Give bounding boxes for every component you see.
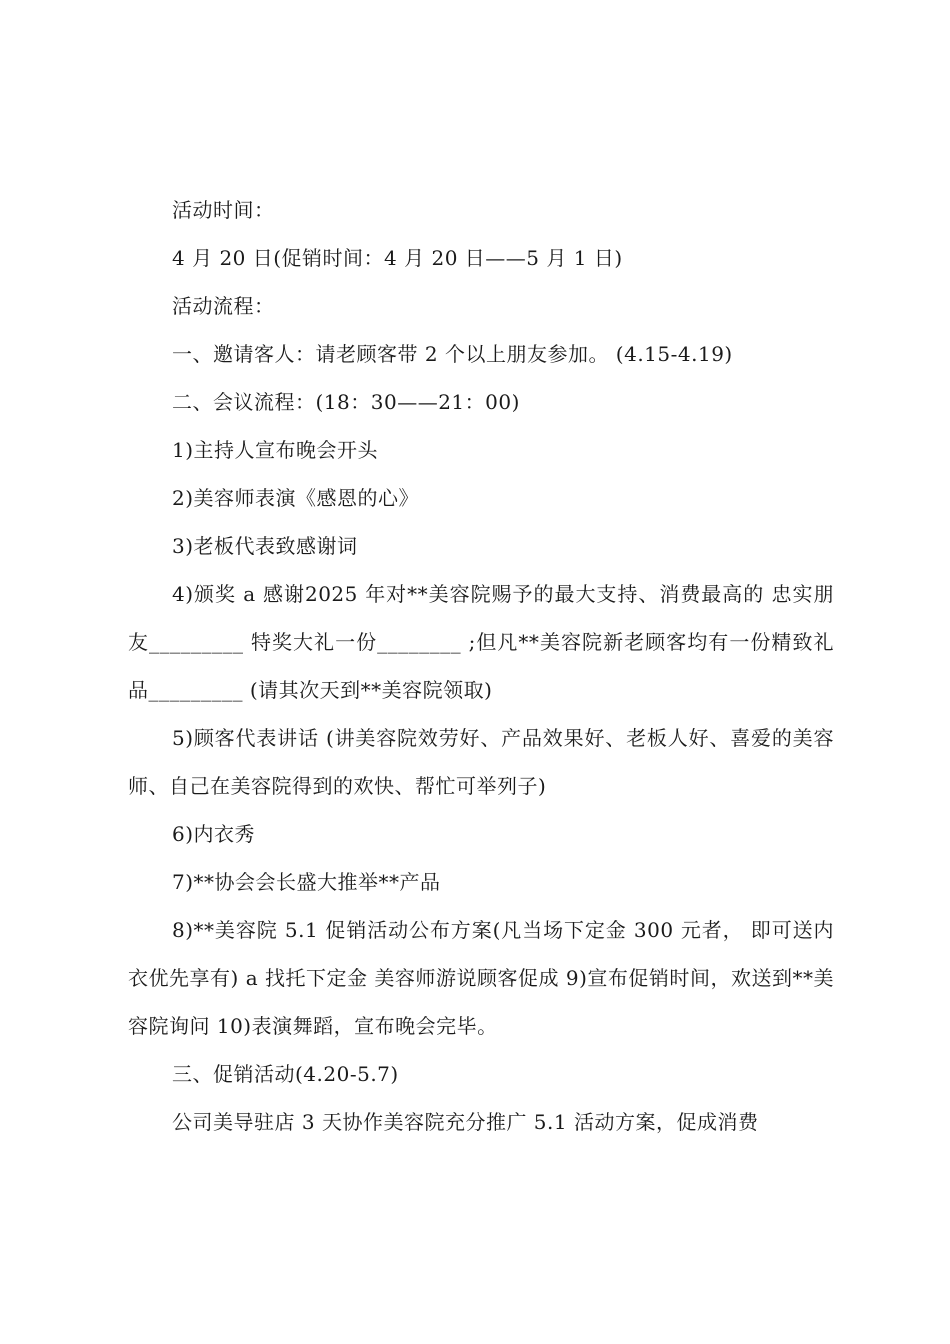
step-invite-guests: 一、邀请客人：请老顾客带 2 个以上朋友参加。 (4.15-4.19): [172, 342, 733, 366]
flow-item-6: 6)内衣秀: [172, 822, 256, 846]
section-3-text: 公司美导驻店 3 天协作美容院充分推广 5.1 活动方案，促成消费: [172, 1110, 759, 1134]
flow-item-7: 7)**协会会长盛大推举**产品: [172, 870, 441, 894]
flow-item-4-award: 4)颁奖 a 感谢2025 年对**美容院赐予的最大支持、消费最高的 忠实朋友_________ 特奖大礼一份________ ;但凡**美容院新老顾客均有一份精致礼品_________ (请其次天到**美容院领取): [128, 582, 834, 702]
activity-flow-heading: 活动流程：: [172, 294, 275, 318]
flow-item-8-promo: 8)**美容院 5.1 促销活动公布方案(凡当场下定金 300 元者， 即可送内衣优先享有) a 找托下定金 美容师游说顾客促成 9)宣布促销时间，欢送到**美容院询问 10)表演舞蹈，宣布晚会完毕。: [128, 918, 834, 1038]
document-body: [128, 186, 834, 1146]
flow-item-2: 2)美容师表演《感恩的心》: [172, 486, 420, 510]
flow-item-3: 3)老板代表致感谢词: [172, 534, 358, 558]
flow-item-5-speech: 5)顾客代表讲话 (讲美容院效劳好、产品效果好、老板人好、喜爱的美容 师、自己在美容院得到的欢快、帮忙可举列子): [128, 726, 834, 798]
activity-time-heading: 活动时间：: [172, 198, 275, 222]
step-meeting-flow: 二、会议流程：(18：30——21：00): [172, 390, 520, 414]
flow-item-1: 1)主持人宣布晚会开头: [172, 438, 379, 462]
activity-date: 4 月 20 日(促销时间：4 月 20 日——5 月 1 日): [172, 246, 623, 270]
section-3-heading: 三、促销活动(4.20-5.7): [172, 1062, 399, 1086]
